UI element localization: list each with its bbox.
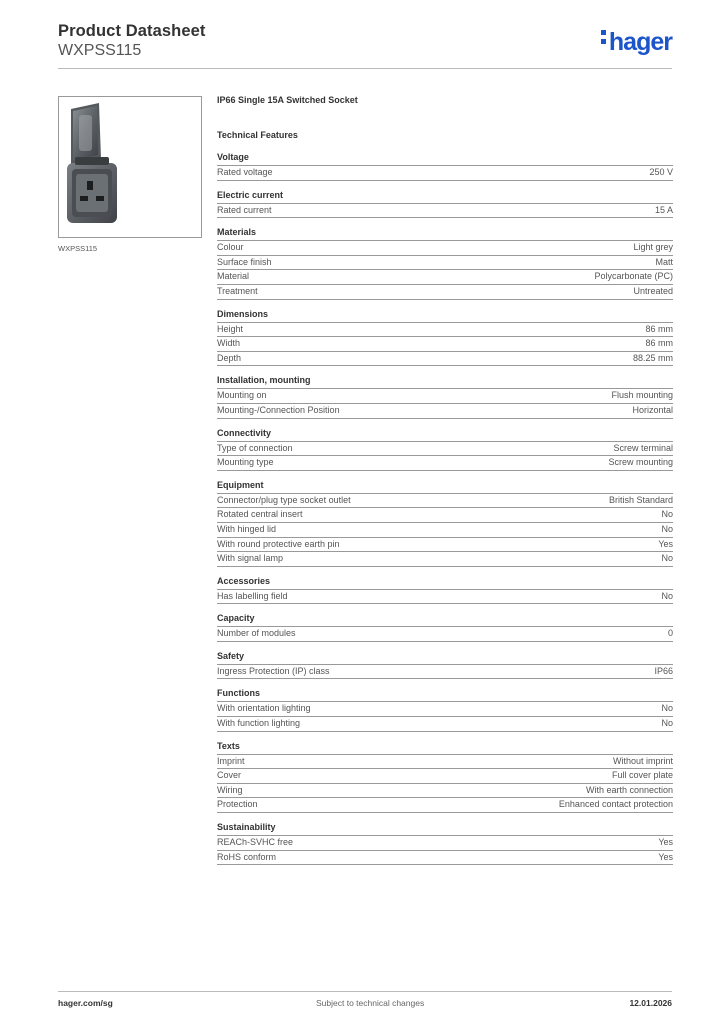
group-title: Voltage	[217, 152, 673, 166]
feature-row	[217, 538, 673, 553]
feature-label: With hinged lid	[217, 523, 277, 534]
feature-row	[217, 241, 673, 256]
feature-label: Rated voltage	[217, 167, 273, 177]
feature-group	[217, 613, 673, 642]
product-name: IP66 Single 15A Switched Socket	[217, 95, 358, 105]
feature-group	[217, 190, 673, 219]
feature-label: Protection	[217, 799, 258, 810]
group-title: Dimensions	[217, 309, 673, 323]
feature-row	[217, 404, 673, 419]
feature-group	[217, 152, 673, 181]
feature-label: Wiring	[217, 784, 243, 795]
group-title: Texts	[217, 741, 673, 755]
feature-value: 250 V	[649, 167, 673, 177]
feature-row	[217, 389, 673, 404]
feature-label: Depth	[217, 352, 242, 363]
feature-value: No	[661, 523, 673, 534]
feature-label: Rotated central insert	[217, 509, 303, 520]
feature-group	[217, 480, 673, 567]
feature-label: Height	[217, 323, 244, 334]
logo-text: hager	[608, 28, 672, 56]
feature-row	[217, 270, 673, 285]
footer-disclaimer: Subject to technical changes	[316, 998, 425, 1008]
feature-row	[217, 337, 673, 352]
product-image	[58, 96, 202, 238]
feature-value: 15 A	[654, 204, 673, 215]
feature-label: With round protective earth pin	[217, 538, 340, 549]
feature-value: Flush mounting	[611, 390, 673, 401]
feature-label: RoHS conform	[217, 851, 277, 862]
technical-features-heading: Technical Features	[217, 130, 298, 140]
group-title: Functions	[217, 688, 673, 702]
feature-value: Light grey	[633, 242, 673, 253]
feature-row	[217, 552, 673, 567]
feature-label: Cover	[217, 770, 242, 781]
feature-value: Enhanced contact protection	[558, 799, 673, 810]
group-title: Sustainability	[217, 822, 673, 836]
feature-value: No	[661, 590, 673, 601]
feature-label: Width	[217, 338, 241, 349]
feature-value: Screw mounting	[608, 457, 673, 468]
feature-row	[217, 442, 673, 457]
feature-group	[217, 428, 673, 471]
feature-value: Without imprint	[612, 755, 673, 766]
feature-value: No	[661, 718, 673, 729]
socket-product-illustration	[59, 97, 201, 237]
feature-row	[217, 256, 673, 271]
feature-group	[217, 651, 673, 680]
feature-label: Ingress Protection (IP) class	[217, 665, 330, 676]
group-title: Equipment	[217, 480, 673, 494]
feature-value: Yes	[658, 538, 673, 549]
footer-website: hager.com/sg	[58, 998, 113, 1008]
feature-row	[217, 508, 673, 523]
feature-group	[217, 576, 673, 605]
feature-row	[217, 590, 673, 605]
feature-value: Untreated	[633, 285, 673, 296]
feature-group	[217, 227, 673, 299]
feature-row	[217, 851, 673, 866]
feature-group	[217, 741, 673, 813]
feature-value: 0	[667, 628, 673, 639]
feature-value: 86 mm	[645, 338, 673, 349]
feature-row	[217, 784, 673, 799]
feature-label: Surface finish	[217, 256, 272, 267]
feature-label: Mounting on	[217, 390, 267, 401]
datasheet-content	[217, 95, 673, 874]
footer-date: 12.01.2026	[629, 998, 672, 1008]
feature-row	[217, 352, 673, 367]
logo-dots-icon	[601, 27, 607, 48]
footer-divider	[58, 991, 672, 992]
header-divider	[58, 68, 672, 69]
feature-group	[217, 688, 673, 731]
feature-value: Matt	[655, 256, 673, 267]
product-code: WXPSS115	[58, 42, 142, 59]
feature-label: Number of modules	[217, 628, 296, 639]
group-title: Capacity	[217, 613, 673, 627]
group-title: Connectivity	[217, 428, 673, 442]
feature-label: With orientation lighting	[217, 703, 311, 714]
feature-label: Mounting-/Connection Position	[217, 404, 340, 415]
feature-value: With earth connection	[585, 784, 673, 795]
feature-row	[217, 769, 673, 784]
feature-group	[217, 822, 673, 865]
feature-label: Mounting type	[217, 457, 274, 468]
page-title: Product Datasheet	[58, 22, 206, 40]
group-title: Electric current	[217, 190, 673, 204]
feature-value: No	[661, 509, 673, 520]
feature-row	[217, 166, 673, 181]
feature-row	[217, 494, 673, 509]
feature-label: REACh-SVHC free	[217, 837, 294, 848]
feature-label: With signal lamp	[217, 553, 284, 564]
feature-row	[217, 717, 673, 732]
feature-row	[217, 323, 673, 338]
feature-label: Colour	[217, 242, 244, 253]
feature-label: Imprint	[217, 755, 245, 766]
hager-logo	[601, 29, 672, 55]
feature-value: Horizontal	[632, 404, 673, 415]
feature-row	[217, 523, 673, 538]
feature-value: Polycarbonate (PC)	[594, 271, 673, 282]
feature-row	[217, 665, 673, 680]
feature-value: Yes	[658, 837, 673, 848]
feature-label: Type of connection	[217, 442, 293, 453]
feature-groups	[217, 152, 673, 865]
page-header	[58, 22, 672, 70]
feature-row	[217, 755, 673, 770]
feature-row	[217, 627, 673, 642]
group-title: Accessories	[217, 576, 673, 590]
feature-value: No	[661, 703, 673, 714]
feature-row	[217, 702, 673, 717]
feature-value: Full cover plate	[611, 770, 673, 781]
feature-row	[217, 204, 673, 219]
feature-label: Rated current	[217, 204, 272, 215]
feature-label: Has labelling field	[217, 590, 288, 601]
feature-label: Material	[217, 271, 250, 282]
feature-value: 86 mm	[645, 323, 673, 334]
feature-value: British Standard	[608, 494, 673, 505]
image-caption: WXPSS115	[58, 244, 98, 253]
feature-value: Screw terminal	[613, 442, 673, 453]
feature-row	[217, 836, 673, 851]
group-title: Installation, mounting	[217, 375, 673, 389]
feature-value: Yes	[658, 851, 673, 862]
feature-label: Connector/plug type socket outlet	[217, 494, 351, 505]
feature-group	[217, 375, 673, 418]
feature-value: No	[661, 553, 673, 564]
group-title: Safety	[217, 651, 673, 665]
feature-row	[217, 456, 673, 471]
feature-row	[217, 285, 673, 300]
group-title: Materials	[217, 227, 673, 241]
feature-label: With function lighting	[217, 718, 301, 729]
feature-row	[217, 798, 673, 813]
feature-group	[217, 309, 673, 367]
feature-value: IP66	[654, 665, 673, 676]
feature-value: 88.25 mm	[632, 352, 673, 363]
feature-label: Treatment	[217, 285, 258, 296]
